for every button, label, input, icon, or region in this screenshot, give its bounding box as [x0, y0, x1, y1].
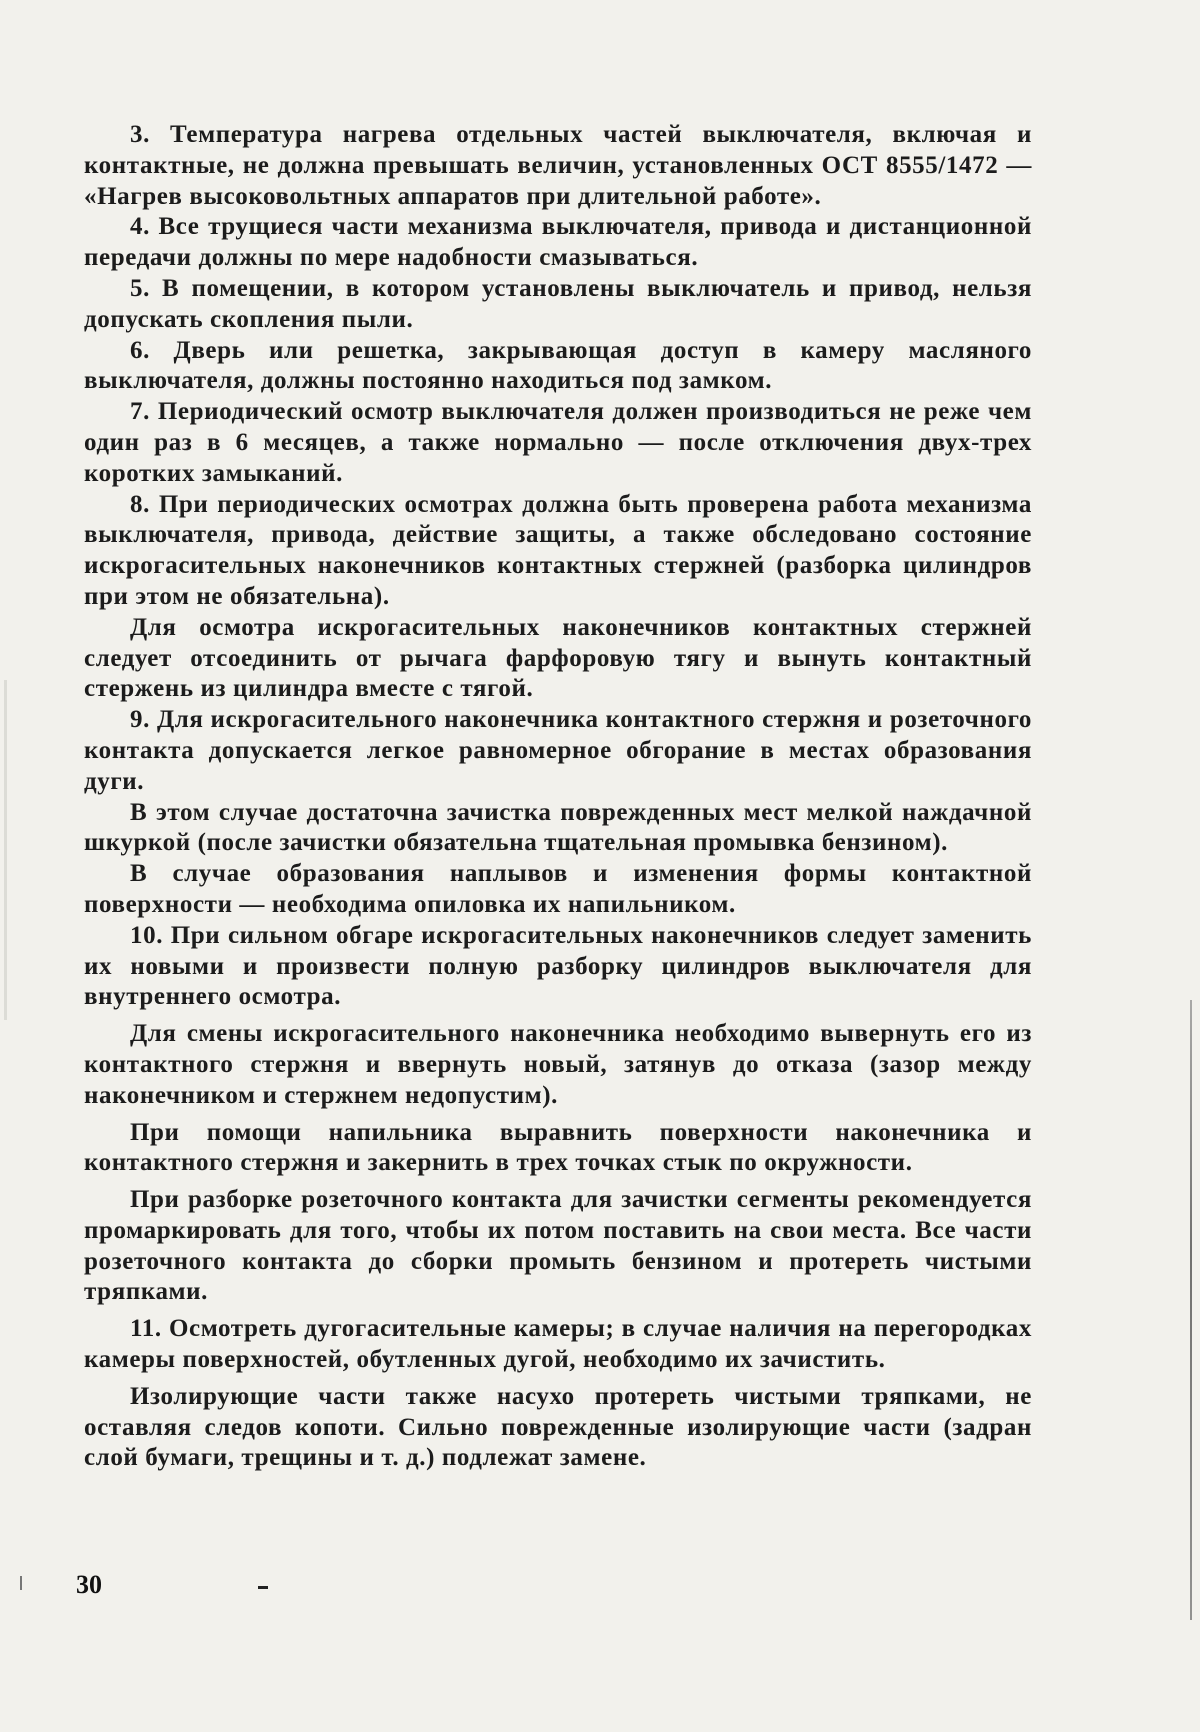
- paragraph-8: 8. При периодических осмотрах должна быть проверена работа механизма выключателя, привода, действие защиты, а также обследовано состояние искрогасительных наконечников контактных стержней (разборка цилиндров при этом не обязательна).: [84, 490, 1032, 610]
- paragraph-8-inspection: Для осмотра искрогасительных наконечников контактных стержней следует отсоединить от рычага фарфоровую тягу и вынуть контактный стержень из цилиндра вместе с тягой.: [84, 613, 1032, 703]
- paragraph-9: 9. Для искрогасительного наконечника контактного стержня и розеточного контакта допускается легкое равномерное обгорание в местах образования дуги.: [84, 706, 1032, 795]
- paragraph-5: 5. В помещении, в котором установлены выключатель и привод, нельзя допускать скопления пыли.: [84, 274, 1032, 333]
- paragraph-10: 10. При сильном обгаре искрогасительных наконечников следует заменить их новыми и произвести полную разборку цилиндров выключателя для внутреннего осмотра.: [84, 921, 1032, 1011]
- paragraph-6: 6. Дверь или решетка, закрывающая доступ в камеру масляного выключателя, должны постоянно находиться под замком.: [84, 336, 1032, 395]
- body-text: [84, 120, 1032, 1474]
- paragraph-3: 3. Температура нагрева отдельных частей выключателя, включая и контактные, не должна превышать величин, установленных ОСТ 8555/1472 — «Нагрев высоковольтных аппаратов при длительной работе».: [84, 121, 1032, 210]
- paragraph-4: 4. Все трущиеся части механизма выключателя, привода и дистанционной передачи должны по мере надобности смазываться.: [84, 213, 1032, 272]
- paragraph-11-insulation: Изолирующие части также насухо протереть чистыми тряпками, не оставляя следов копоти. Сильно поврежденные изолирующие части (задран слой бумаги, трещины и т. д.) подлежат замене.: [84, 1382, 1032, 1472]
- paragraph-9-cleaning: В этом случае достаточна зачистка поврежденных мест мелкой наждачной шкуркой (после зачистки обязательна тщательная промывка бензином).: [84, 798, 1032, 857]
- scan-edge-right: [1190, 1000, 1192, 1620]
- paragraph-9-filing: В случае образования наплывов и изменения формы контактной поверхности — необходима опиловка их напильником.: [84, 860, 1032, 918]
- paragraph-10-socket: При разборке розеточного контакта для зачистки сегменты рекомендуется промаркировать для того, чтобы их потом поставить на свои места. Все части розеточного контакта до сборки промыть бензином и протереть чистыми тряпками.: [84, 1186, 1032, 1306]
- paragraph-7: 7. Периодический осмотр выключателя должен производиться не реже чем один раз в 6 месяцев, а также нормально — после отключения двух-трех коротких замыканий.: [84, 398, 1032, 487]
- print-speck: [258, 1586, 268, 1589]
- paragraph-11: 11. Осмотреть дугогасительные камеры; в случае наличия на перегородках камеры поверхностей, обутленных дугой, необходимо их зачистить.: [84, 1315, 1032, 1374]
- paragraph-10-replacement: Для смены искрогасительного наконечника необходимо вывернуть его из контактного стержня и ввернуть новый, затянув до отказа (зазор между наконечником и стержнем недопустим).: [84, 1020, 1032, 1109]
- page-number: 30: [76, 1570, 102, 1599]
- paragraph-10-file: При помощи напильника выравнить поверхности наконечника и контактного стержня и закернить в трех точках стык по окружности.: [84, 1118, 1032, 1177]
- scan-edge-left: [4, 680, 7, 1020]
- print-speck: [20, 1576, 22, 1590]
